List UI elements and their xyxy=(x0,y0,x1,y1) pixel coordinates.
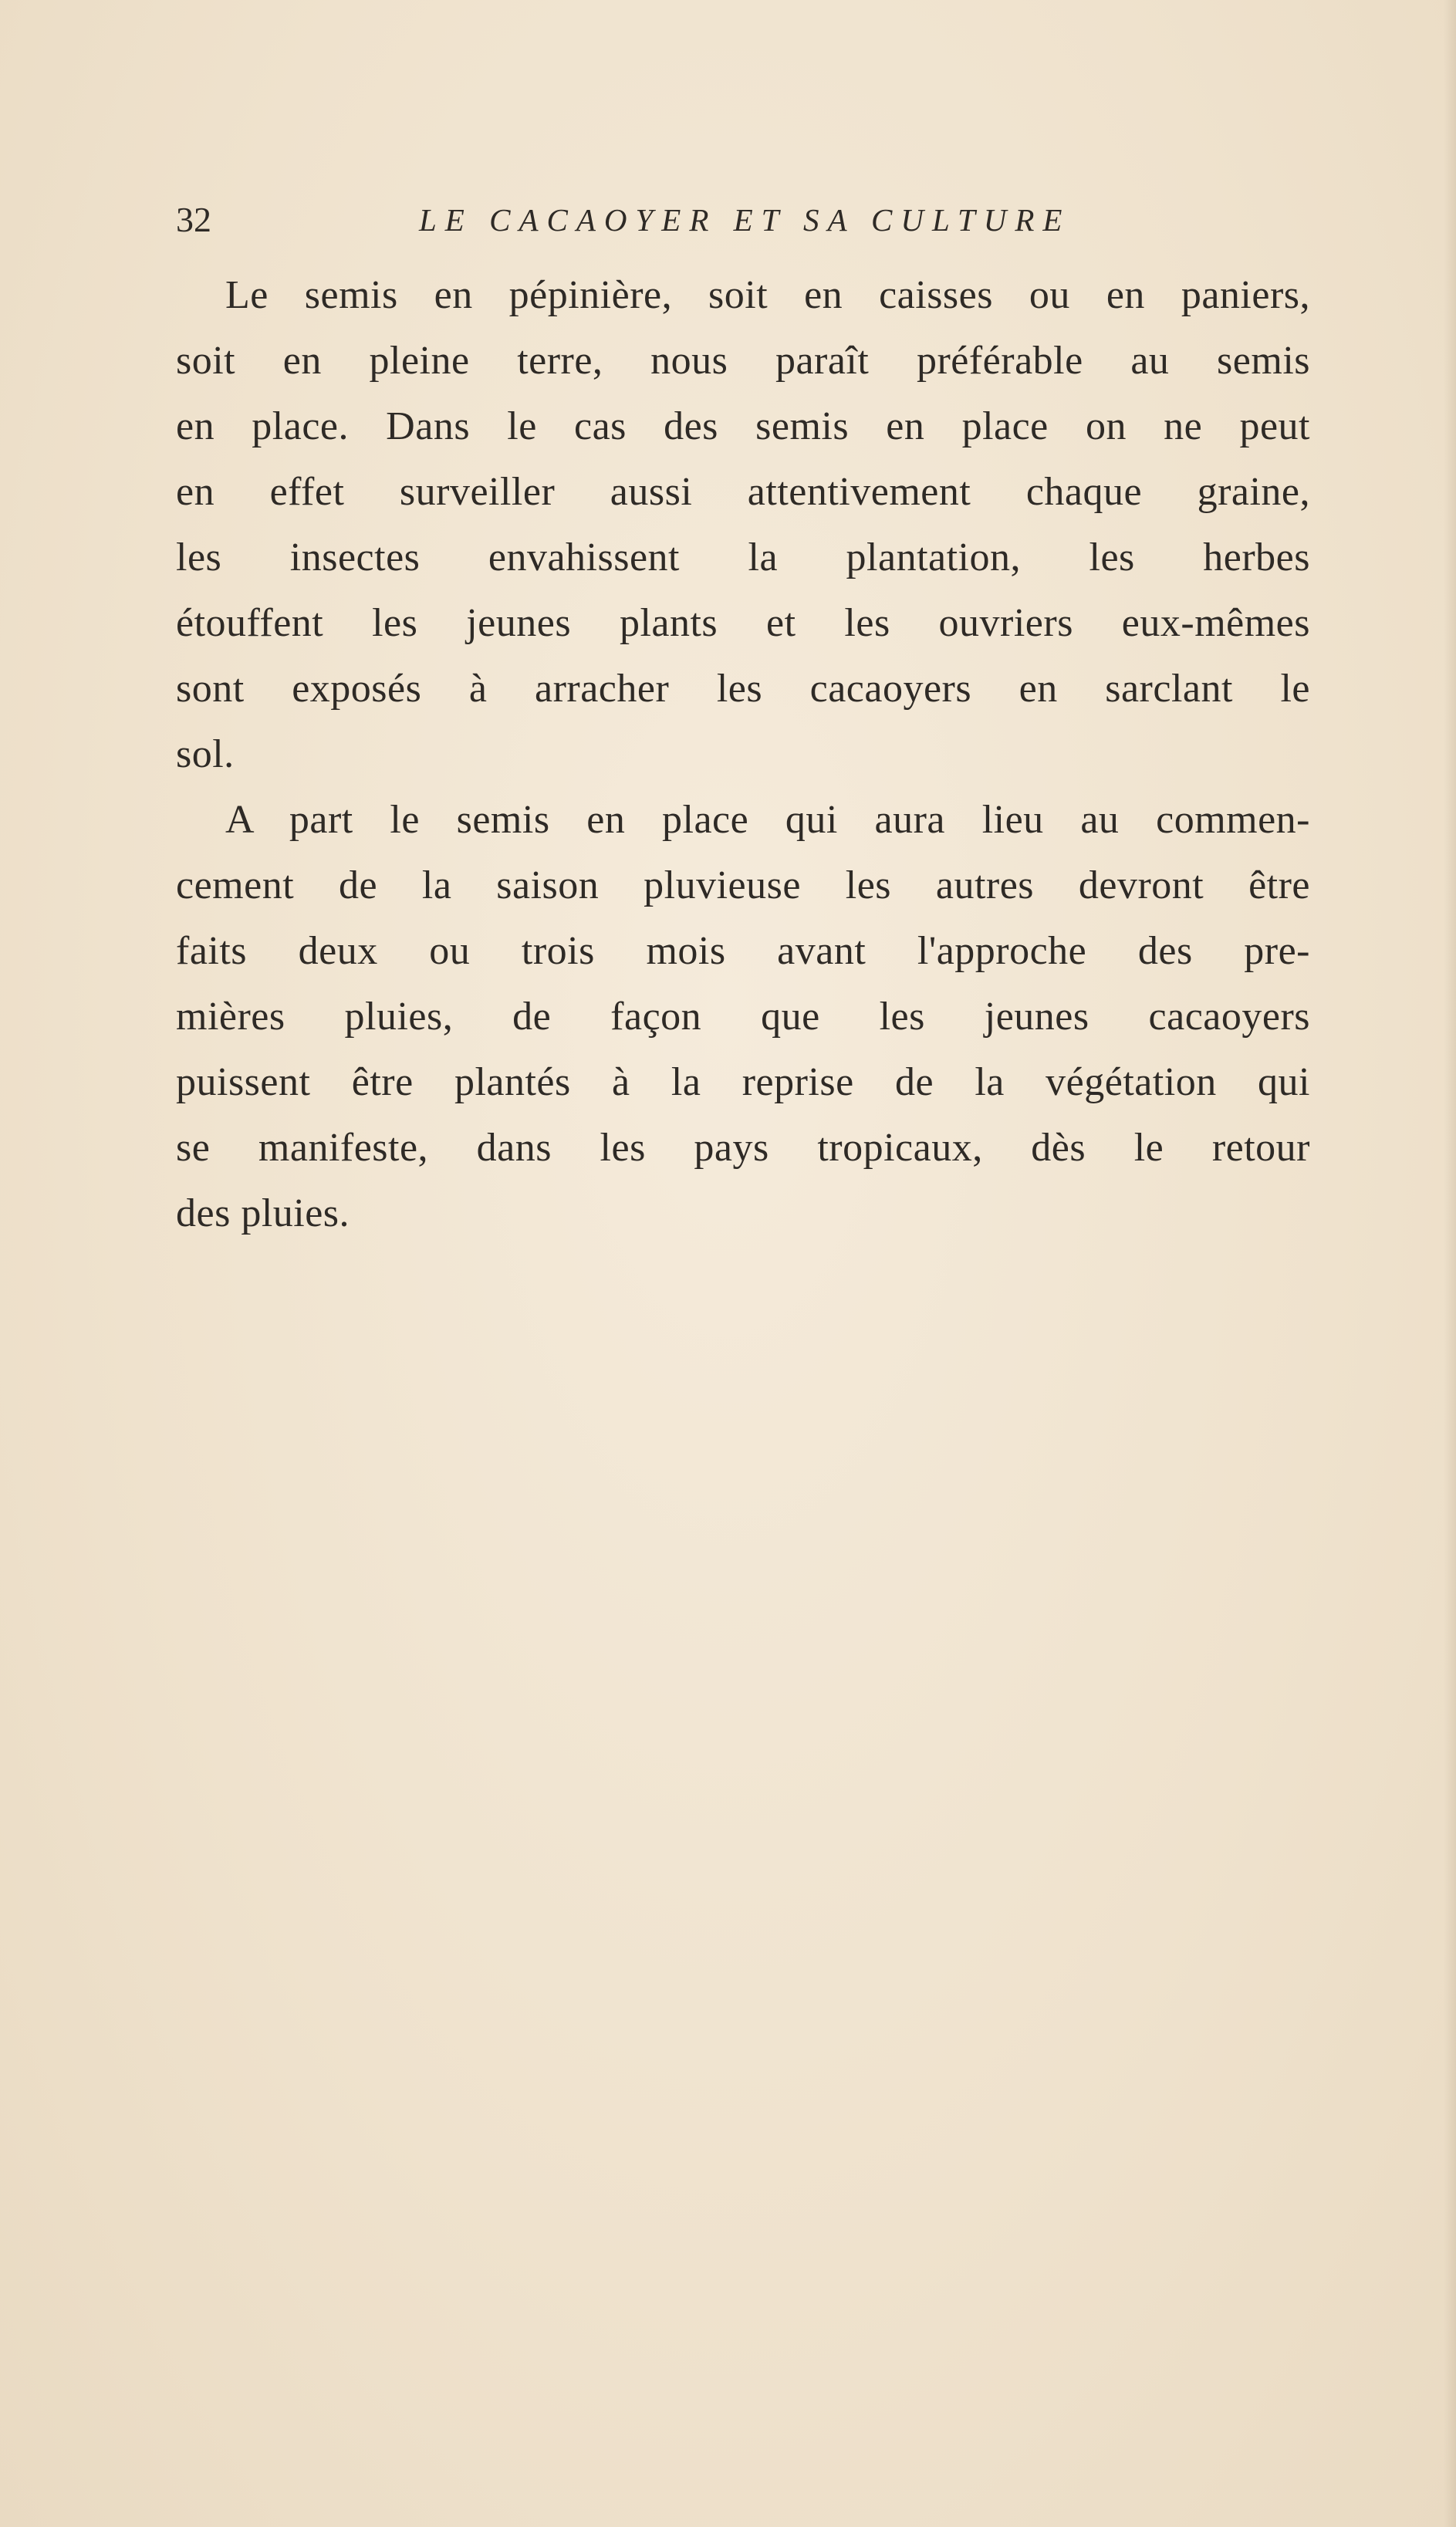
text-line: cement de la saison pluvieuse les autres devront être xyxy=(176,863,1310,907)
text-line: des pluies. xyxy=(176,1191,350,1235)
text-line: en effet surveiller aussi attentivement chaque graine, xyxy=(176,470,1310,514)
paragraph-2 xyxy=(176,787,1310,1246)
text-line: Le semis en pépinière, soit en caisses ou en paniers, xyxy=(225,273,1310,317)
text-line: en place. Dans le cas des semis en place on ne peut xyxy=(176,404,1310,448)
page-header xyxy=(176,193,1310,247)
text-line: puissent être plantés à la reprise de la végétation qui xyxy=(176,1060,1310,1104)
text-line: les insectes envahissent la plantation, les herbes xyxy=(176,535,1310,579)
text-line: faits deux ou trois mois avant l'approche des pre- xyxy=(176,929,1310,973)
text-line: se manifeste, dans les pays tropicaux, dès le retour xyxy=(176,1126,1310,1170)
text-line: sont exposés à arracher les cacaoyers en sarclant le xyxy=(176,667,1310,711)
text-line: mières pluies, de façon que les jeunes cacaoyers xyxy=(176,995,1310,1039)
text-line: soit en pleine terre, nous paraît préférable au semis xyxy=(176,339,1310,383)
page-number: 32 xyxy=(176,200,211,239)
body-text xyxy=(176,262,1310,1246)
running-title: LE CACAOYER ET SA CULTURE xyxy=(419,202,1071,238)
page-edge-shadow xyxy=(1444,0,1456,2527)
text-line: sol. xyxy=(176,732,235,776)
paragraph-1 xyxy=(176,262,1310,787)
text-line: étouffent les jeunes plants et les ouvriers eux-mêmes xyxy=(176,601,1310,645)
text-line: A part le semis en place qui aura lieu au commen- xyxy=(225,798,1310,842)
